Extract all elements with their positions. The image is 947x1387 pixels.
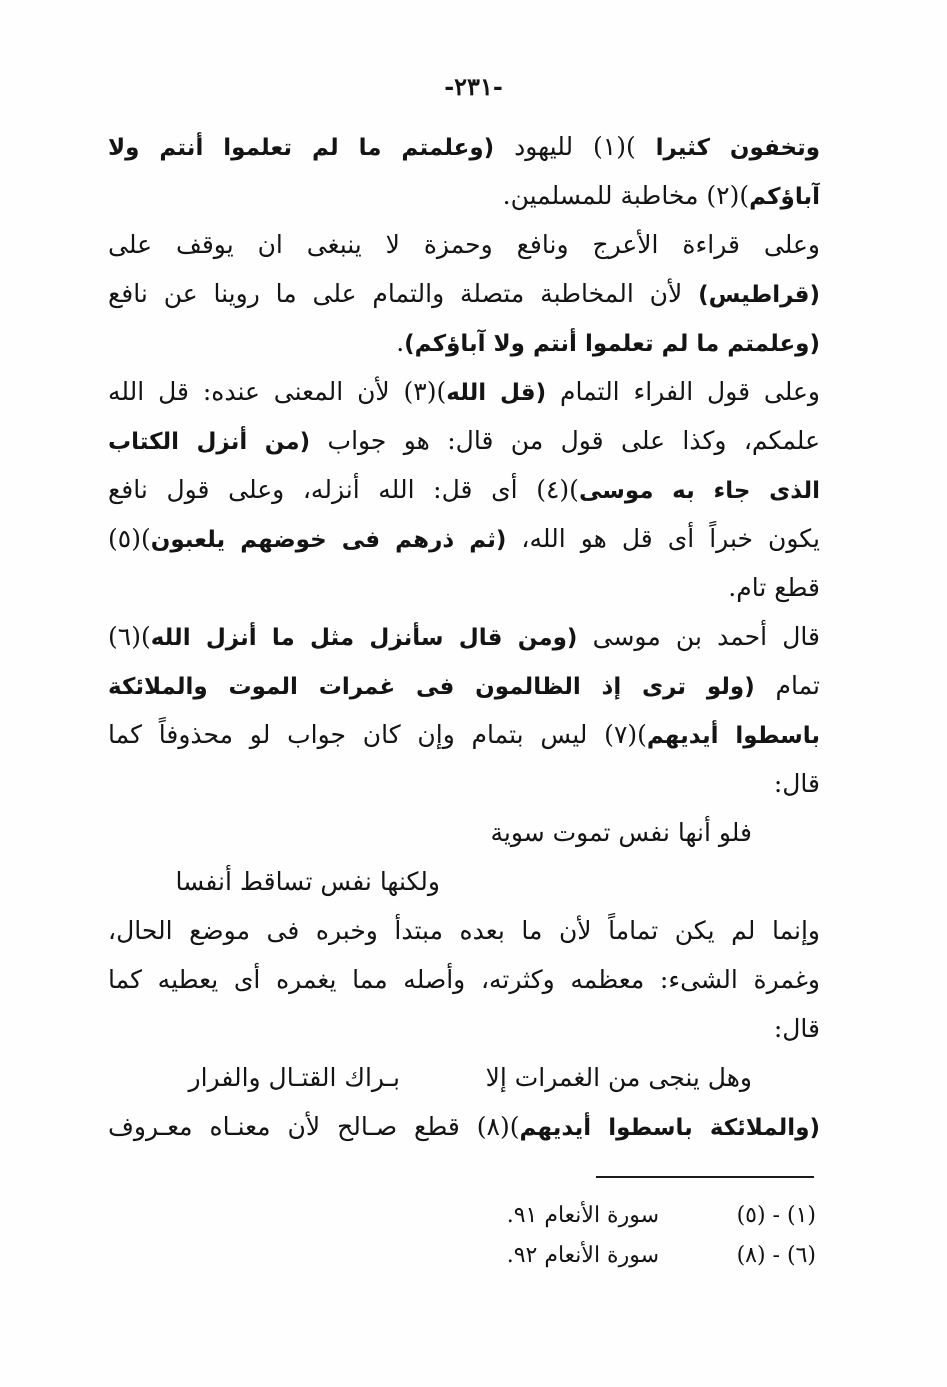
text-line: [108, 955, 820, 1004]
text-line: [108, 514, 820, 563]
quranic-quote: (وعلمتم ما لم تعلموا أنتم ولا آباؤكم): [404, 331, 820, 357]
quranic-quote: آباؤكم: [749, 184, 820, 210]
text-segment: )(٦): [108, 622, 151, 651]
text-segment: )(٧) ليس بتمام وإن كان جواب لو محذوفاً كما: [108, 720, 647, 749]
poem-verse-3-second-half: بـراك القتـال والفرار: [188, 1063, 400, 1092]
page-number: -٢٣١-: [444, 72, 503, 101]
text-segment: )(٢) مخاطبة للمسلمين.: [502, 181, 750, 210]
text-segment: )(١) لليهود: [494, 132, 656, 161]
text-segment: )(٤) أى قل: الله أنزله، وعلى قول نافع: [108, 475, 579, 504]
text-segment: وعلى قول الفراء التمام: [546, 377, 820, 406]
text-segment: وغمرة الشىء: معظمه وكثرته، وأصله مما يغمره أى يعطيه كما: [108, 965, 820, 994]
main-text: [108, 122, 820, 1151]
text-line: [108, 416, 820, 465]
poem-verse-3: [108, 1053, 820, 1102]
text-segment: وإنما لم يكن تماماً لأن ما بعده مبتدأ وخبره فى موضع الحال،: [108, 916, 820, 945]
quranic-quote: (ولو ترى إذ الظالمون فى غمرات الموت والملائكة: [108, 674, 755, 700]
text-segment: يكون خبراً أى قل هو الله،: [506, 524, 820, 553]
footnote-ref: (١) - (٥): [736, 1203, 816, 1228]
text-segment: قال أحمد بن موسى: [577, 622, 820, 651]
text-line: [108, 612, 820, 661]
quranic-quote: (ومن قال سأنزل مثل ما أنزل الله: [150, 625, 578, 651]
text-line: [108, 367, 820, 416]
text-line: [108, 465, 820, 514]
text-segment: قال:: [773, 769, 820, 798]
text-line: [108, 710, 820, 759]
quranic-quote: باسطوا أيديهم: [646, 723, 820, 749]
text-line: [108, 220, 820, 269]
quranic-quote: (من أنزل الكتاب: [108, 429, 311, 455]
footnote-text: سورة الأنعام ٩٢.: [506, 1243, 659, 1268]
footnotes: [420, 1196, 816, 1276]
paragraph-block-3: [108, 1102, 820, 1151]
text-line: [108, 661, 820, 710]
paragraph-block-1: [108, 122, 820, 808]
footnote-2: [420, 1236, 816, 1276]
quranic-quote: (ثم ذرهم فى خوضهم يلعبون: [150, 527, 507, 553]
quranic-quote: (والملائكة باسطوا أيديهم: [519, 1115, 820, 1141]
footnote-text: سورة الأنعام ٩١.: [506, 1203, 659, 1228]
text-line: [108, 122, 820, 171]
quranic-quote: الذى جاء به موسى: [578, 478, 820, 504]
text-segment: قال:: [773, 1014, 820, 1043]
poem-verse-3-first-half: وهل ينجى من الغمرات إلا: [485, 1063, 752, 1092]
text-segment: قطع تام.: [728, 573, 820, 602]
footnote-1: [420, 1196, 816, 1236]
text-segment: .: [396, 328, 405, 357]
text-line: [108, 1102, 820, 1151]
text-line: [108, 759, 820, 808]
text-line: [108, 1004, 820, 1053]
text-segment: لأن المخاطبة متصلة والتمام على ما روينا عن نافع: [108, 279, 699, 308]
poem-verse-2: ولكنها نفس تساقط أنفسا: [175, 867, 440, 896]
text-line: [108, 318, 820, 367]
text-segment: تمام: [754, 671, 820, 700]
text-line: [108, 171, 820, 220]
poem-verse-1: فلو أنها نفس تموت سوية: [490, 818, 752, 847]
text-segment: )(٣) لأن المعنى عنده: قل الله: [108, 377, 447, 406]
text-line: [108, 906, 820, 955]
text-segment: )(٥): [108, 524, 151, 553]
quranic-quote: (وعلمتم ما لم تعلموا أنتم ولا: [108, 135, 495, 161]
text-segment: وعلى قراءة الأعرج ونافع وحمزة لا ينبغى ان يوقف على: [108, 230, 820, 259]
paragraph-block-2: [108, 906, 820, 1053]
quranic-quote: (قل الله: [446, 380, 547, 406]
text-segment: )(٨) قطع صـالح لأن معنـاه معـروف: [108, 1112, 520, 1141]
footnote-separator: [596, 1176, 814, 1178]
text-line: [108, 269, 820, 318]
quranic-quote: وتخفون كثيرا: [655, 135, 820, 161]
text-segment: علمكم، وكذا على قول من قال: هو جواب: [310, 426, 820, 455]
footnote-ref: (٦) - (٨): [736, 1243, 816, 1268]
text-line: [108, 563, 820, 612]
quranic-quote: (قراطيس): [698, 282, 820, 308]
